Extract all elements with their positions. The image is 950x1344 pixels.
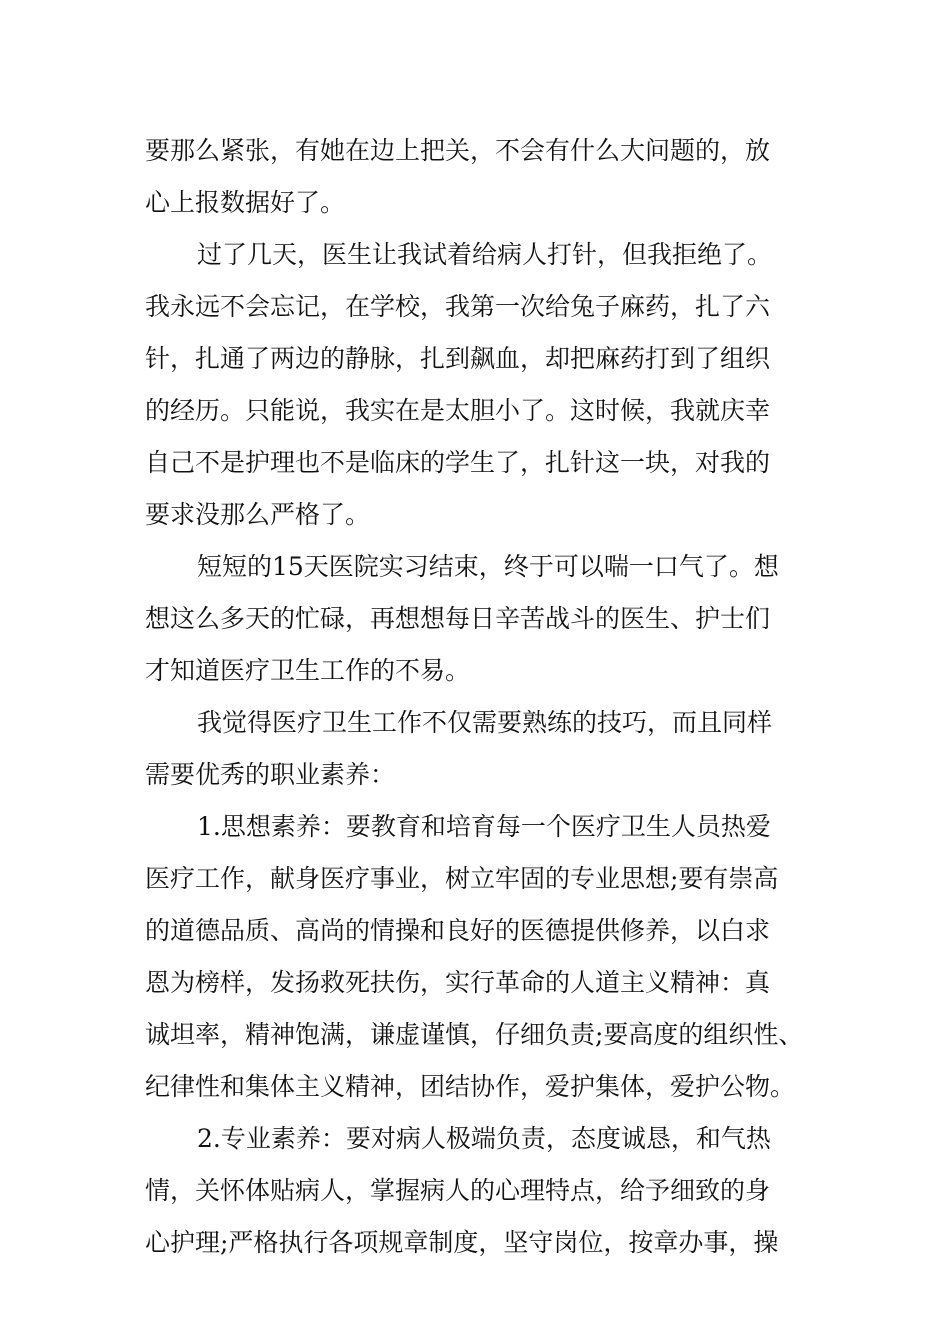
text-line: 想这么多天的忙碌，再想想每日辛苦战斗的医生、护士们 — [145, 604, 771, 633]
text-line: 需要优秀的职业素养： — [145, 760, 396, 789]
text-line: 才知道医疗卫生工作的不易。 — [145, 656, 471, 685]
text-line: 的道德品质、高尚的情操和良好的医德提供修养，以白求 — [145, 916, 771, 945]
text-line: 纪律性和集体主义精神，团结协作，爱护集体，爱护公物。 — [145, 1072, 796, 1101]
text-line: 情，关怀体贴病人，掌握病人的心理特点，给予细致的身 — [145, 1176, 771, 1205]
text-line: 我永远不会忘记，在学校，我第一次给兔子麻药，扎了六 — [145, 292, 771, 321]
text-line: 恩为榜样，发扬救死扶伤，实行革命的人道主义精神：真 — [145, 968, 771, 997]
paragraph-start-line: 2.专业素养：要对病人极端负责，态度诚恳，和气热 — [197, 1124, 771, 1153]
text-line: 诚坦率，精神饱满，谦虚谨慎，仔细负责;要高度的组织性、 — [145, 1020, 804, 1049]
text-line: 自己不是护理也不是临床的学生了，扎针这一块，对我的 — [145, 448, 771, 477]
text-line: 心上报数据好了。 — [145, 188, 346, 217]
body-text — [145, 125, 845, 1269]
text-line: 心护理;严格执行各项规章制度，坚守岗位，按章办事，操 — [145, 1228, 779, 1257]
text-line: 医疗工作，献身医疗事业，树立牢固的专业思想;要有崇高 — [145, 864, 779, 893]
text-line: 要那么紧张，有她在边上把关，不会有什么大问题的，放 — [145, 136, 771, 165]
paragraph-start-line: 1.思想素养：要教育和培育每一个医疗卫生人员热爱 — [197, 812, 771, 841]
paragraph-start-line: 我觉得医疗卫生工作不仅需要熟练的技巧，而且同样 — [197, 708, 773, 737]
paragraph-start-line: 短短的15天医院实习结束，终于可以喘一口气了。想 — [197, 552, 779, 581]
text-line: 针，扎通了两边的静脉，扎到飙血，却把麻药打到了组织 — [145, 344, 771, 373]
text-line: 要求没那么严格了。 — [145, 500, 371, 529]
paragraph-start-line: 过了几天，医生让我试着给病人打针，但我拒绝了。 — [197, 240, 773, 269]
text-line: 的经历。只能说，我实在是太胆小了。这时候，我就庆幸 — [145, 396, 771, 425]
